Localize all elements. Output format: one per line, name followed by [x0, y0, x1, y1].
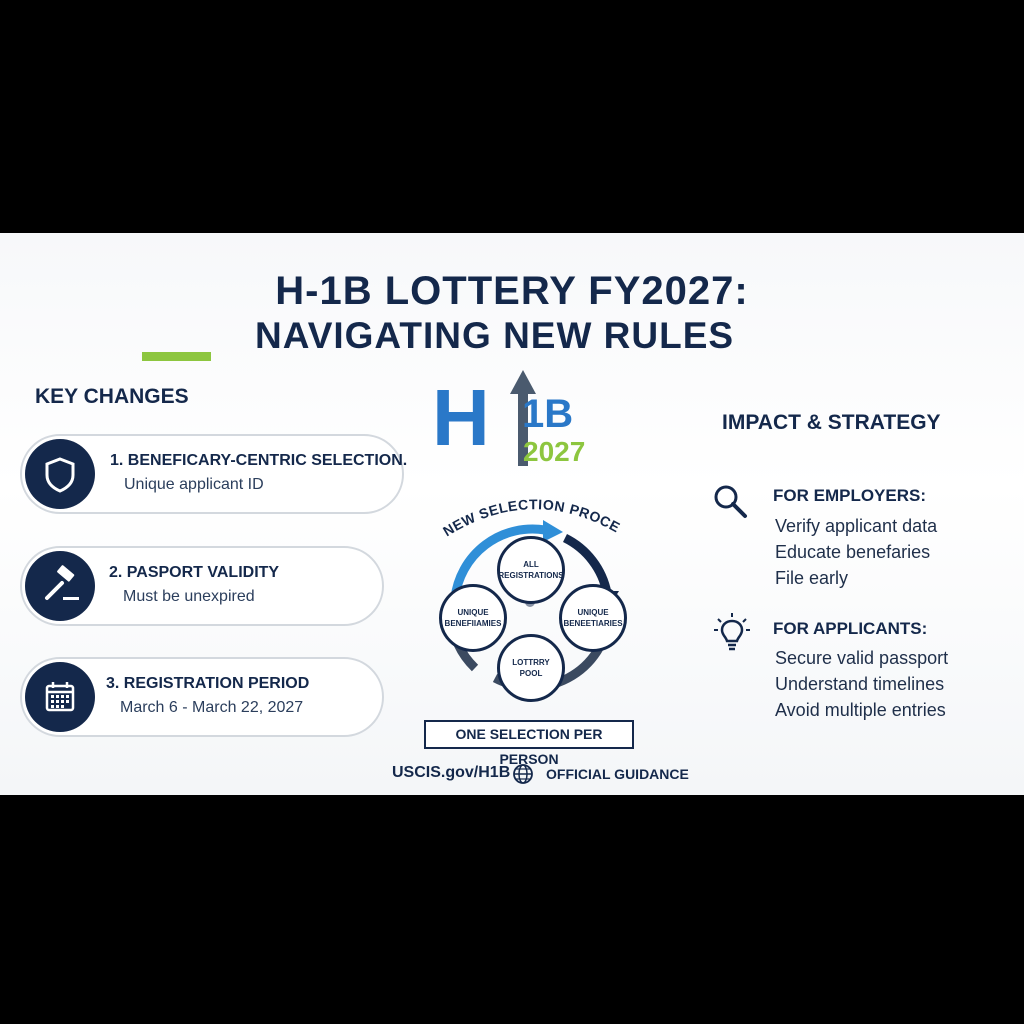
key-change-card-1	[20, 434, 408, 514]
accent-bar	[142, 352, 211, 361]
node-lottery-pool: LOTTRRY POOL	[497, 634, 565, 702]
search-icon	[712, 483, 748, 519]
h1b-2027-logo	[430, 366, 610, 476]
logo-h: H	[432, 373, 487, 462]
key-change-detail: Unique applicant ID	[124, 476, 264, 493]
employer-item: Verify applicant data	[775, 516, 938, 536]
key-change-title: 3. REGISTRATION PERIOD	[106, 675, 310, 692]
node-all-registrations: ALL REGISTRATIONS	[497, 536, 565, 604]
logo-1b: 1B	[522, 392, 574, 436]
shield-icon	[25, 439, 95, 509]
key-change-detail: Must be unexpired	[123, 588, 255, 605]
key-change-card-2	[20, 546, 384, 626]
employer-item: Educate benefaries	[775, 542, 931, 562]
page-title: H-1B LOTTERY FY2027:	[275, 269, 749, 313]
logo-year: 2027	[523, 436, 586, 467]
key-change-card-3	[20, 657, 384, 737]
node-unique-beneficiaries-left: UNIQUE BENEFIIAMIES	[439, 584, 507, 652]
infographic-slide	[0, 233, 1024, 795]
lightbulb-icon	[712, 611, 752, 655]
key-change-title: 1. BENEFICARY-CENTRIC SELECTION.	[110, 452, 408, 469]
applicant-item: Secure valid passport	[775, 648, 949, 668]
calendar-icon	[25, 662, 95, 732]
page-subtitle: NAVIGATING NEW RULES	[255, 315, 735, 356]
impact-heading: IMPACT & STRATEGY	[722, 411, 941, 434]
footer-guidance: OFFICIAL GUIDANCE	[546, 766, 689, 782]
gavel-icon	[25, 551, 95, 621]
employers-heading: FOR EMPLOYERS:	[773, 486, 927, 505]
footer-url[interactable]: USCIS.gov/H1B	[392, 764, 511, 781]
node-unique-beneficiaries-right: UNIQUE BENEETIARIES	[559, 584, 627, 652]
key-changes-heading: KEY CHANGES	[35, 385, 189, 408]
selection-process-diagram	[425, 488, 635, 718]
employer-item: File early	[775, 568, 849, 588]
globe-icon	[512, 763, 534, 785]
applicant-item: Avoid multiple entries	[775, 700, 946, 720]
applicants-heading: FOR APPLICANTS:	[773, 619, 928, 638]
one-selection-label: ONE SELECTION PER PERSON	[424, 720, 634, 749]
key-change-detail: March 6 - March 22, 2027	[120, 699, 304, 716]
applicant-item: Understand timelines	[775, 674, 945, 694]
process-label: NEW SELECTION PROCE	[440, 496, 624, 540]
key-change-title: 2. PASPORT VALIDITY	[109, 564, 280, 581]
